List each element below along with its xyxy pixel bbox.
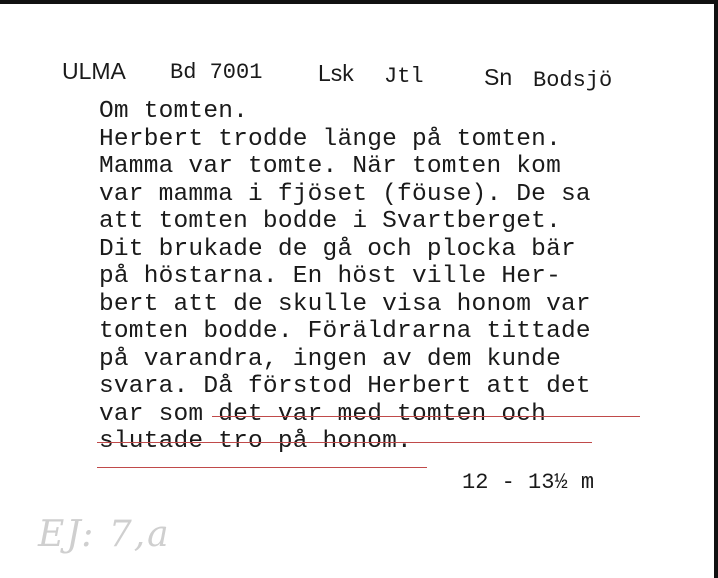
lsk-label: Lsk <box>318 60 354 86</box>
record-line: slutade tro på honom. <box>99 428 412 455</box>
record-line: Mamma var tomte. När tomten kom <box>99 153 561 180</box>
record-line: på höstarna. En höst ville Her- <box>99 263 561 290</box>
sn-value: Bodsjö <box>533 68 613 93</box>
red-underline <box>97 467 427 468</box>
red-underline <box>212 416 640 417</box>
record-line: svara. Då förstod Herbert att det <box>99 373 591 400</box>
archive-code: ULMA <box>62 58 126 84</box>
record-line: Dit brukade de gå och plocka bär <box>99 235 576 263</box>
card-top-border <box>0 0 718 4</box>
record-title: Om tomten. <box>99 98 249 125</box>
sn-label: Sn <box>484 64 513 90</box>
card-header <box>0 58 718 98</box>
record-text <box>99 98 591 456</box>
red-underline <box>97 442 592 443</box>
record-line: att tomten bodde i Svartberget. <box>99 208 561 235</box>
volume-number: Bd 7001 <box>170 60 263 85</box>
lsk-value: Jtl <box>384 64 424 89</box>
record-line: på varandra, ingen av dem kunde <box>99 345 561 373</box>
record-line: tomten bodde. Föräldrarna tittade <box>99 318 591 345</box>
record-line: bert att de skulle visa honom var <box>99 290 591 318</box>
pencil-archive-mark: EJ: 7,a <box>38 514 171 555</box>
record-line: var mamma i fjöset (föuse). De sa <box>99 180 591 208</box>
size-note: 12 - 13½ m <box>462 470 595 495</box>
record-line: Herbert trodde länge på tomten. <box>99 125 561 153</box>
record-line: var som det var med tomten och <box>99 400 547 428</box>
